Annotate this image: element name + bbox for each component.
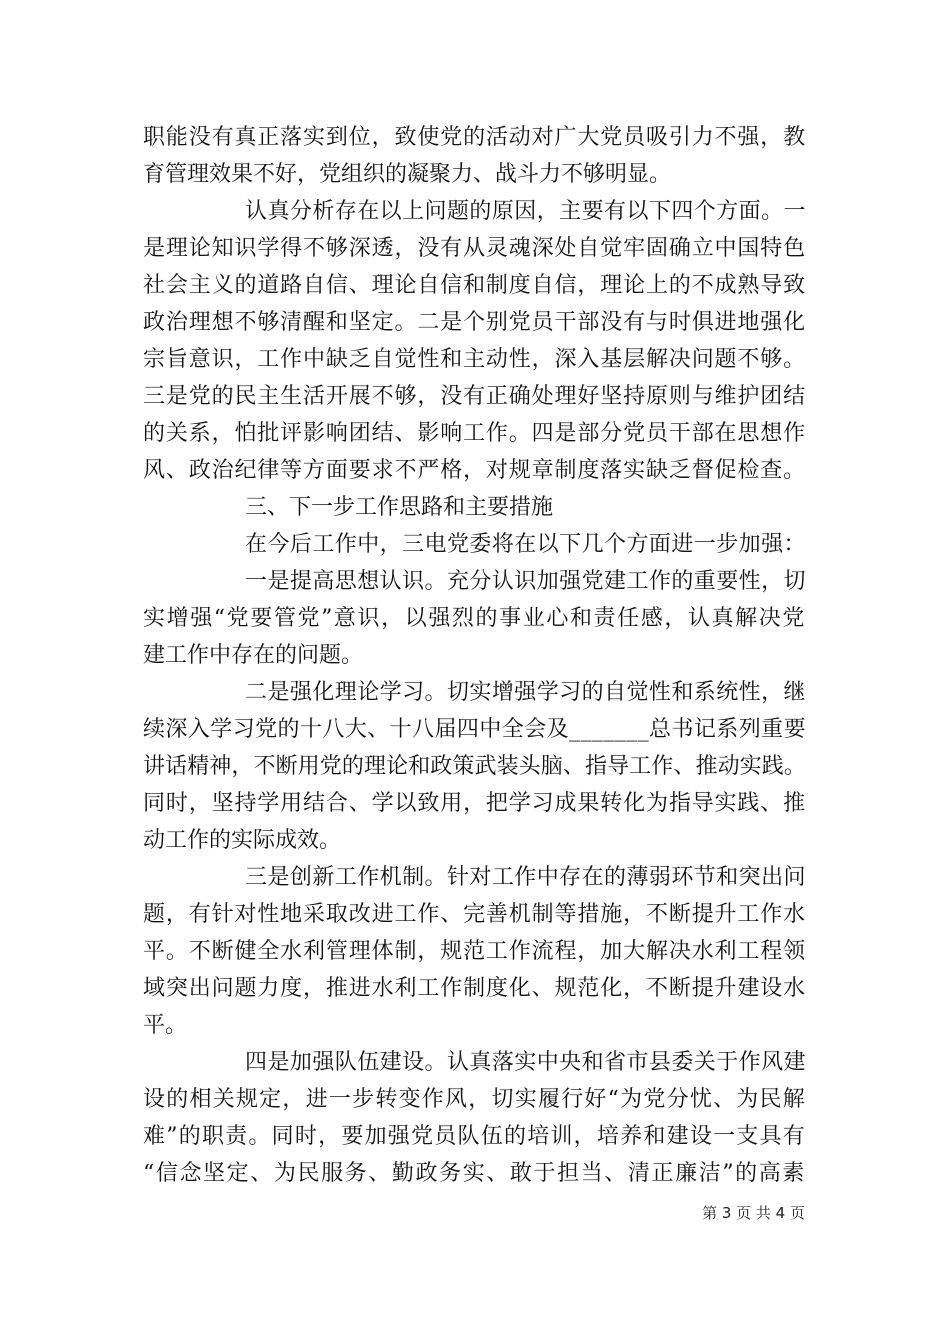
text-line-content: 三是创新工作机制。针对工作中存在的薄弱环节和突出问 (245, 865, 806, 890)
text-line (143, 711, 806, 748)
text-line-content: 建工作中存在的问题。 (143, 643, 364, 668)
text-line (143, 600, 806, 637)
text-line-content: 宗旨意识，工作中缺乏自觉性和主动性，深入基层解决问题不够。 (143, 347, 807, 372)
text-line (143, 637, 806, 674)
section-heading (143, 489, 806, 526)
text-line (143, 378, 806, 415)
paragraph-1 (143, 119, 806, 193)
text-line (143, 304, 806, 341)
paragraph-intro (143, 526, 806, 563)
text-line (143, 563, 806, 600)
text-line (143, 489, 806, 526)
paragraph-2 (143, 193, 806, 489)
paragraph-measure-3 (143, 859, 806, 1044)
text-line-content: 风、政治纪律等方面要求不严格，对规章制度落实缺乏督促检查。 (143, 458, 807, 483)
text-line-content: 育管理效果不好，党组织的凝聚力、战斗力不够明显。 (143, 162, 672, 187)
text-line (143, 119, 806, 156)
text-line-content: 三、下一步工作思路和主要措施 (245, 495, 554, 520)
text-line (143, 1118, 806, 1155)
page-number: 第 3 页 共 4 页 (702, 1204, 805, 1222)
text-line-content: 二是强化理论学习。切实增强学习的自觉性和系统性，继 (245, 680, 806, 705)
text-line (143, 526, 806, 563)
document-body (143, 119, 806, 1192)
text-line-content: 讲话精神，不断用党的理论和政策武装头脑、指导工作、推动实践。 (143, 754, 806, 779)
text-line-content: 设的相关规定，进一步转变作风，切实履行好“为党分忧、为民解 (143, 1087, 807, 1112)
text-line (143, 859, 806, 896)
text-line (143, 1007, 806, 1044)
text-line (143, 896, 806, 933)
text-line (143, 452, 806, 489)
text-line-content: 平。 (143, 1013, 188, 1038)
text-line-content: 三是党的民主生活开展不够，没有正确处理好坚持原则与维护团结 (143, 384, 807, 409)
text-line-content: 动工作的实际成效。 (143, 828, 342, 853)
text-line (143, 156, 806, 193)
text-line-content: 在今后工作中，三电党委将在以下几个方面进一步加强： (245, 532, 806, 557)
text-line (143, 748, 806, 785)
text-line (143, 674, 806, 711)
text-line-content: “信念坚定、为民服务、勤政务实、敢于担当、清正廉洁”的高素 (143, 1161, 806, 1186)
text-line (143, 1155, 806, 1192)
paragraph-measure-2 (143, 674, 806, 859)
paragraph-measure-4 (143, 1044, 806, 1192)
text-line (143, 933, 806, 970)
text-line (143, 415, 806, 452)
text-line-content: 社会主义的道路自信、理论自信和制度自信，理论上的不成熟导致 (143, 273, 807, 298)
text-line (143, 1044, 806, 1081)
text-line-content: 职能没有真正落实到位，致使党的活动对广大党员吸引力不强，教 (143, 125, 807, 150)
text-line-content: 域突出问题力度，推进水利工作制度化、规范化，不断提升建设水 (143, 976, 807, 1001)
text-line-content: 的关系，怕批评影响团结、影响工作。四是部分党员干部在思想作 (143, 421, 807, 446)
text-line-content: 认真分析存在以上问题的原因，主要有以下四个方面。一 (245, 199, 806, 224)
text-line-content: 平。不断健全水利管理体制，规范工作流程，加大解决水利工程领 (143, 939, 807, 964)
text-line-content: 实增强“党要管党”意识，以强烈的事业心和责任感，认真解决党 (143, 606, 806, 631)
text-line-content: 是理论知识学得不够深透，没有从灵魂深处自觉牢固确立中国特色 (143, 236, 807, 261)
text-line (143, 822, 806, 859)
text-line-content: 同时，坚持学用结合、学以致用，把学习成果转化为指导实践、推 (143, 791, 807, 816)
text-line (143, 1081, 806, 1118)
paragraph-measure-1 (143, 563, 806, 674)
text-line (143, 785, 806, 822)
text-line (143, 193, 806, 230)
text-line (143, 970, 806, 1007)
text-line (143, 230, 806, 267)
text-line-content: 续深入学习党的十八大、十八届四中全会及_______总书记系列重要 (143, 717, 806, 742)
text-line-content: 题，有针对性地采取改进工作、完善机制等措施，不断提升工作水 (143, 902, 807, 927)
text-line (143, 267, 806, 304)
text-line-content: 政治理想不够清醒和坚定。二是个别党员干部没有与时俱进地强化 (143, 310, 807, 335)
text-line-content: 难”的职责。同时，要加强党员队伍的培训，培养和建设一支具有 (143, 1124, 807, 1149)
text-line (143, 341, 806, 378)
text-line-content: 四是加强队伍建设。认真落实中央和省市县委关于作风建 (245, 1050, 806, 1075)
text-line-content: 一是提高思想认识。充分认识加强党建工作的重要性，切 (245, 569, 806, 594)
